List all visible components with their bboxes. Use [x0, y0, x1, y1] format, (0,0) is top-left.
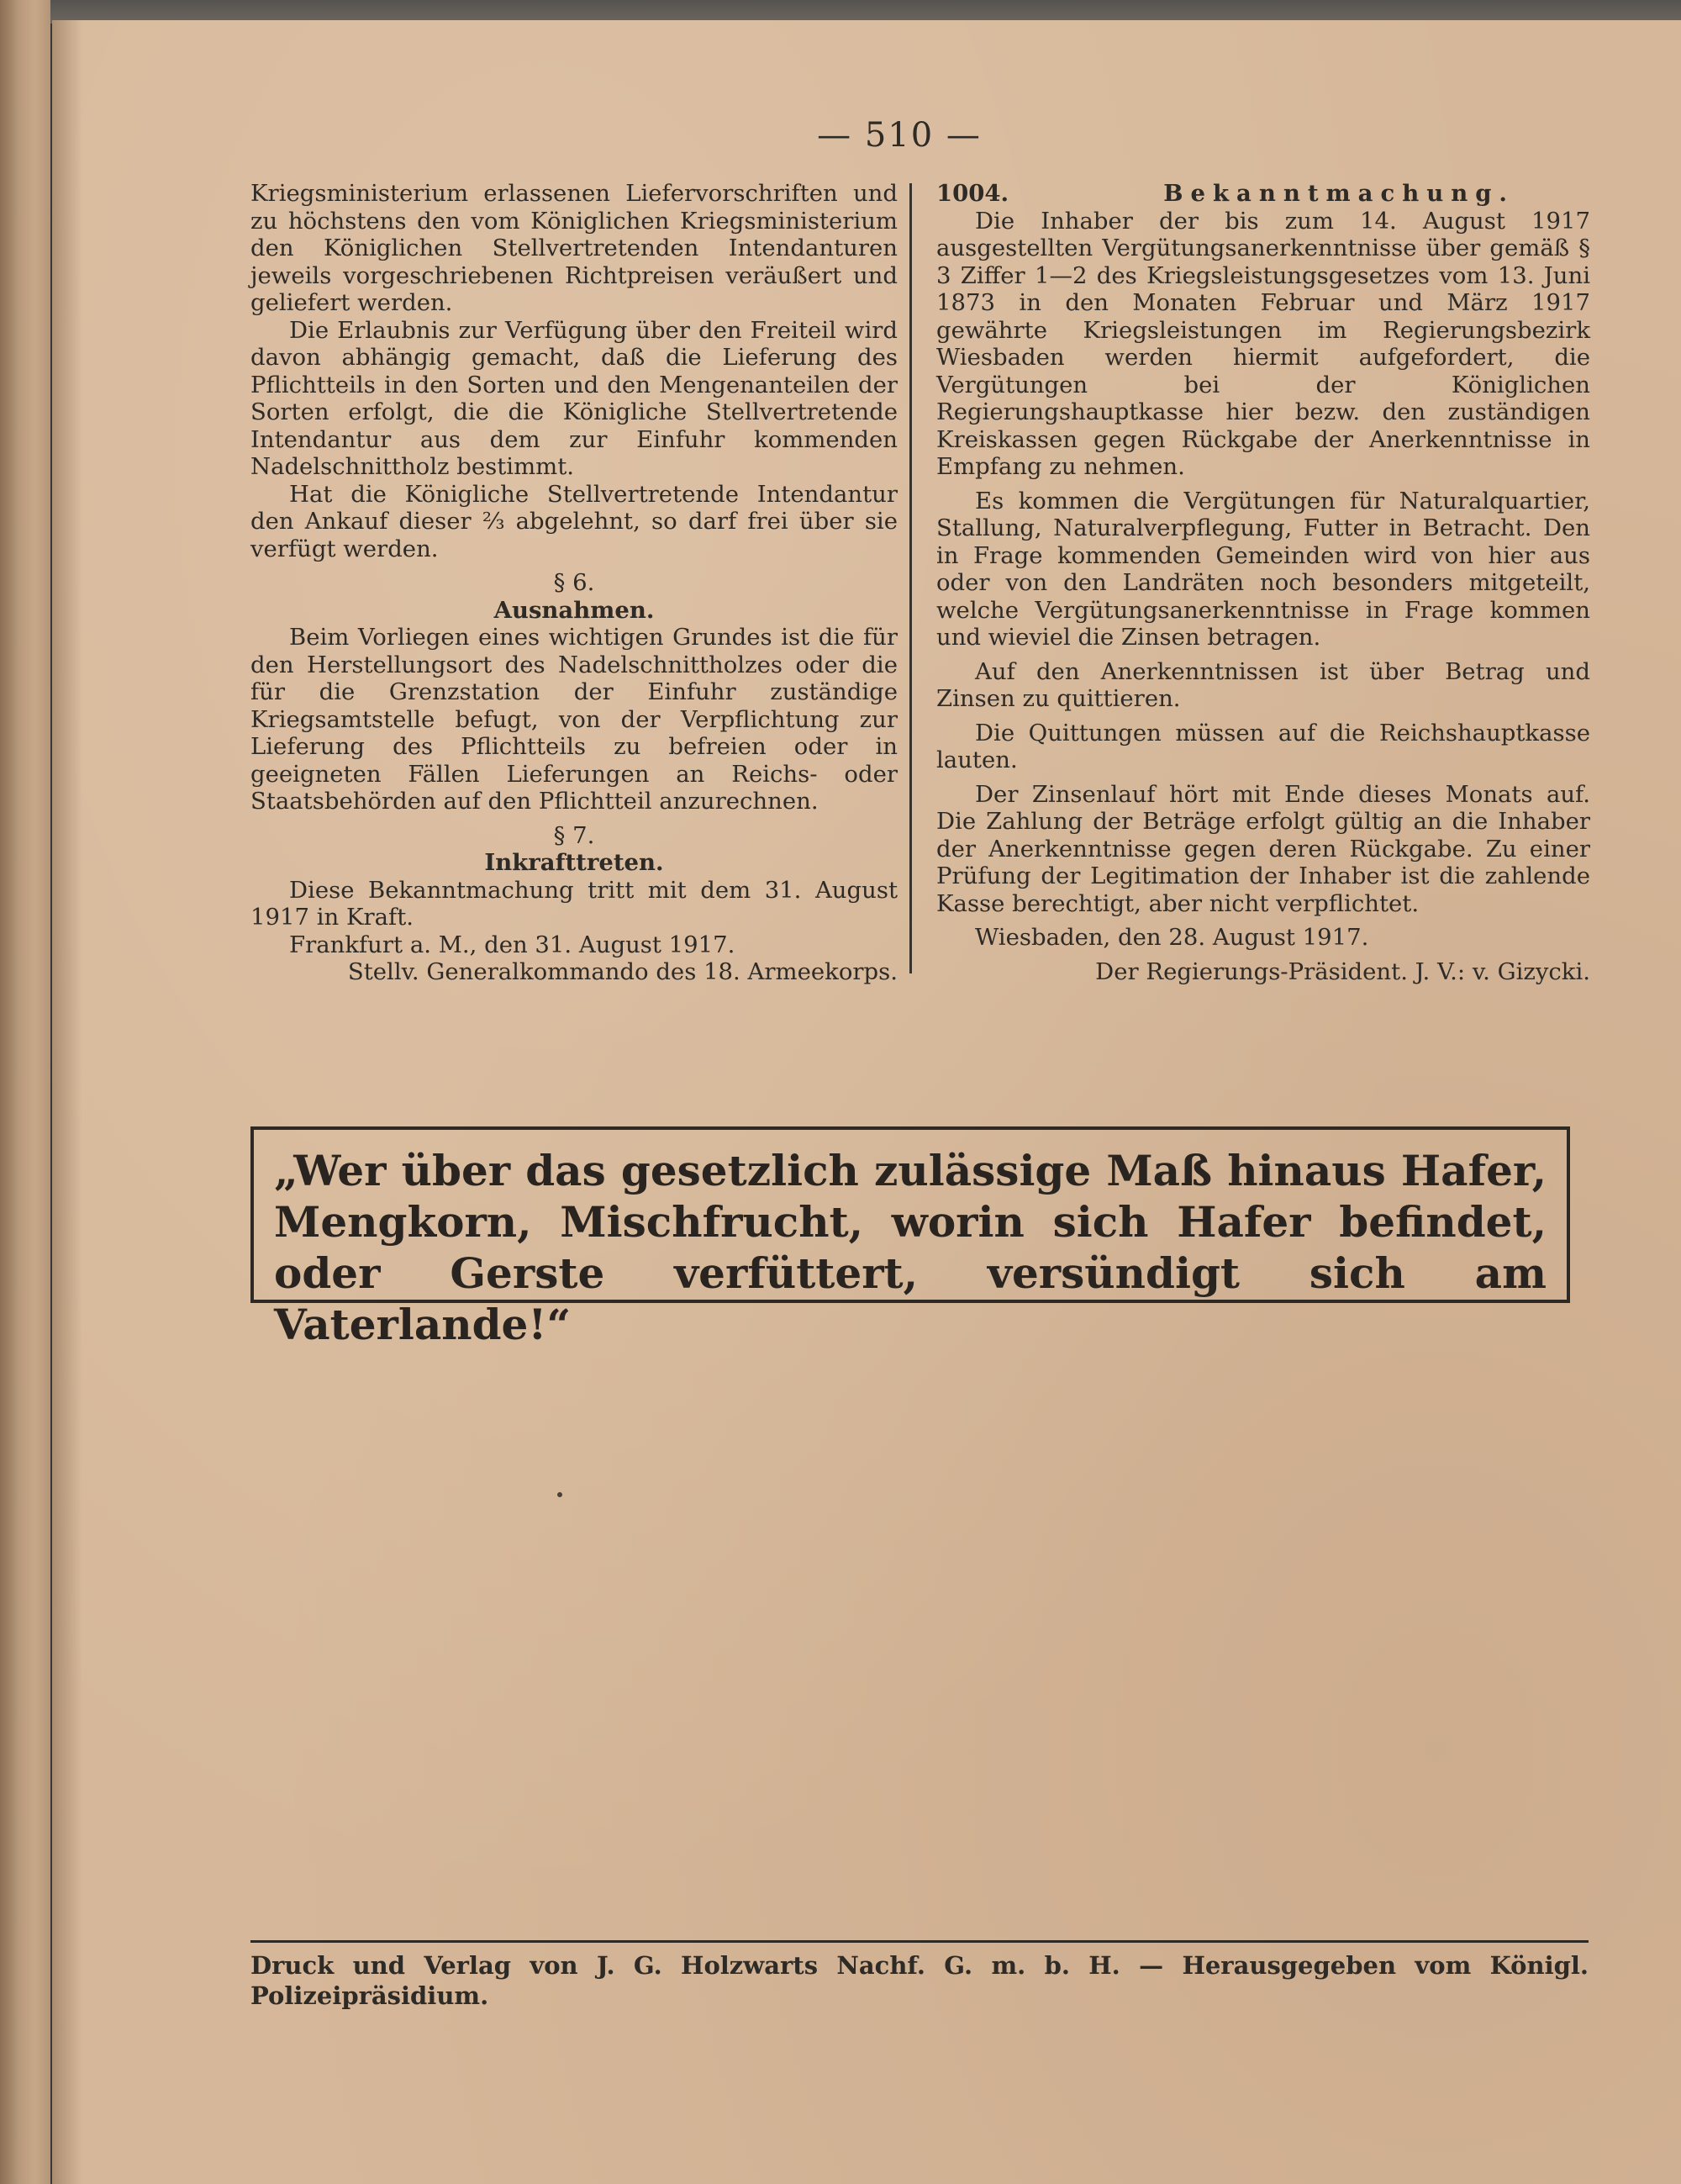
- right-paragraph: Auf den Anerkenntnissen ist über Betrag und Zinsen zu quittieren.: [936, 657, 1590, 712]
- right-paragraph: Die Inhaber der bis zum 14. August 1917 ausgestellten Vergütungsanerkenntnisse über gemäß § 3 Ziffer 1—2 des Kriegsleistungsgesetzes vom 13. Juni 1873 in den Monaten Februar und März 1917 gewährte Kriegsleistungen im Regierungsbezirk Wiesbaden werden hiermit aufgefordert, die Vergütungen bei der Königlichen Regierungshauptkasse hier bezw. den zuständigen Kreiskassen gegen Rückgabe der Anerkenntnisse in Empfang zu nehmen.: [936, 207, 1590, 480]
- appeal-box: [250, 1126, 1570, 1349]
- right-paragraph: Es kommen die Vergütungen für Naturalquartier, Stallung, Naturalverpflegung, Futter in Betracht. Den in Frage kommenden Gemeinden wird von hier aus oder von den Landräten noch besonders mitgeteilt, welche Vergütungsanerkenntnisse in Frage kommen und wieviel die Zinsen betragen.: [936, 487, 1590, 651]
- signature: Der Regierungs-Präsident. J. V.: v. Gizycki.: [1095, 957, 1590, 985]
- signature: Stellv. Generalkommando des 18. Armeekorps.: [347, 958, 898, 985]
- notice-heading: [936, 180, 1590, 208]
- imprint-line: Druck und Verlag von J. G. Holzwarts Nachf. G. m. b. H. — Herausgegeben vom Königl. Polizeipräsidium.: [250, 1951, 1589, 2010]
- left-paragraph: Diese Bekanntmachung tritt mit dem 31. August 1917 in Kraft.: [250, 876, 898, 931]
- right-paragraph: Die Quittungen müssen auf die Reichshauptkasse lauten.: [936, 719, 1590, 773]
- section-title: Ausnahmen.: [493, 596, 655, 624]
- notice-title: Bekanntmachung.: [1163, 180, 1515, 207]
- adjacent-page-edge: [0, 0, 50, 2184]
- right-paragraph: Der Zinsenlauf hört mit Ende dieses Monats auf. Die Zahlung der Beträge erfolgt gültig an die Inhaber der Anerkenntnisse gegen deren Rückgabe. Zu einer Prüfung der Legitimation der Inhaber ist die zahlende Kasse berechtigt, aber nicht verpflichtet.: [936, 780, 1590, 917]
- section-number: § 7.: [553, 821, 595, 849]
- notice-number: 1004.: [936, 180, 1009, 207]
- appeal-text: „Wer über das gesetzlich zulässige Maß hinaus Hafer, Mengkorn, Mischfrucht, worin sich Hafer befindet, oder Gerste verfüttert, versündigt sich am Vaterlande!“: [274, 1146, 1547, 1349]
- right-column: [936, 180, 1590, 985]
- page-number: — 510 —: [817, 116, 982, 155]
- left-paragraph: Kriegsministerium erlassenen Liefervorschriften und zu höchstens den vom Königlichen Kriegsministerium den Königlichen Stellvertretenden Intendanturen jeweils vorgeschriebenen Richtpreisen veräußert und geliefert werden.: [250, 180, 898, 316]
- left-paragraph: Hat die Königliche Stellvertretende Intendantur den Ankauf dieser ⅔ abgelehnt, so darf frei über sie verfügt werden.: [250, 480, 898, 562]
- section-title: Inkrafttreten.: [484, 849, 664, 876]
- place-date: Wiesbaden, den 28. August 1917.: [975, 924, 1369, 951]
- left-column: [250, 180, 898, 986]
- place-date: Frankfurt a. M., den 31. August 1917.: [289, 931, 735, 958]
- left-paragraph: Die Erlaubnis zur Verfügung über den Freiteil wird davon abhängig gemacht, daß die Lieferung des Pflichtteils in den Sorten und den Mengenanteilen der Sorten erfolgt, die die Königliche Stellvertretende Intendantur aus dem zur Einfuhr kommenden Nadelschnittholz bestimmt.: [250, 316, 898, 480]
- column-divider: [909, 183, 912, 973]
- left-paragraph: Beim Vorliegen eines wichtigen Grundes ist die für den Herstellungsort des Nadelschnittholzes oder die für die Grenzstation der Einfuhr zuständige Kriegsamtstelle befugt, von der Verpflichtung zur Lieferung des Pflichtteils zu befreien oder in geeigneten Fällen Lieferungen an Reichs- oder Staatsbehörden auf den Pflichtteil anzurechnen.: [250, 624, 898, 815]
- footer-rule: [250, 1940, 1589, 1943]
- section-number: § 6.: [553, 569, 595, 596]
- page-fold-shadow: [52, 20, 82, 2184]
- ink-speck: [557, 1492, 562, 1497]
